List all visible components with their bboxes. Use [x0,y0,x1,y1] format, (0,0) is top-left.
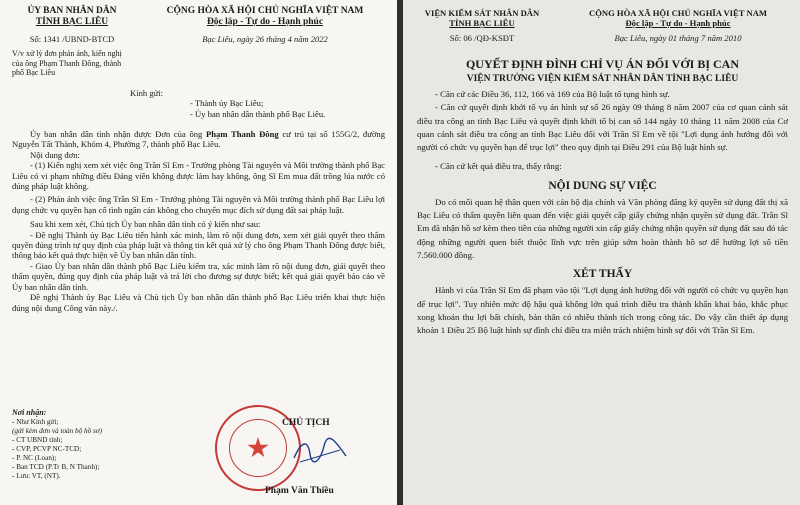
national-title: CỘNG HÒA XÃ HỘI CHỦ NGHĨA VIỆT NAM [588,8,768,18]
distribution-item: - CT UBND tỉnh; [12,436,63,444]
place-date: Bạc Liêu, ngày 01 tháng 7 năm 2010 [614,33,742,43]
signer-title: CHỦ TỊCH [282,418,330,428]
findings-paragraph: Hành vi của Trần Sĩ Em đã phạm vào tội "Lợi dụng ảnh hưởng đối với người có chức vụ quyền hạn để trục lợi". Tuy nhiên mức độ hậu quả không lớn quá trình điều tra thành khẩn khai báo, khắc phục xong khoản thu lợi bất chính, bản thân có nhiều thành tích trong công tác. Do vậy cần thiết áp dụng khoản 1 Điều 25 Bộ luật hình sự đình chỉ điều tra miễn trách nhiệm hình sự đối với Trần Sĩ Em. [417,285,788,336]
legal-basis: - Căn cứ các Điều 36, 112, 166 và 169 của Bộ luật tố tụng hình sự. [435,89,670,99]
intro-before: Ủy ban nhân dân tỉnh nhận được Đơn của ông [30,129,207,139]
decision-document [403,0,800,505]
letter-body [12,129,385,313]
legal-basis: - Căn cứ quyết định khởi tố vụ án hình sự số 26 ngày 09 tháng 8 năm 2007 của cơ quan cảnh sát điều tra công an tỉnh Bạc Liêu và quyết định khởi tố bị can số 144 ngày 10 tháng 11 năm 2008 của Cơ quan cảnh sát điều tra công an tỉnh Bạc Liêu đối với Trần Sĩ Em về tội "Lợi dụng ảnh hưởng đối với người có chức vụ quyền hạn để trục lợi" theo quy định tại Điều 291 của Bộ luật hình sự. [417,102,788,153]
seal-inner-ring [229,419,287,477]
distribution-item: - P. NC (Loan); [12,454,57,462]
national-motto: Độc lập - Tự do - Hạnh phúc [206,17,324,27]
opinion-item: - Đề nghị Thành ủy Bạc Liêu tiến hành xác minh, làm rõ nội dung đơn, xem xét giải quyết theo thẩm quyền đúng trình tự quy định của pháp luật và thông tin kết quả xử lý cho ông Phạm Thanh Đông được biết, thông báo kết quả thực hiện về Ủy ban nhân dân tỉnh. [12,229,385,261]
recipient-line: - Thành ủy Bạc Liêu; [190,98,264,109]
content-item: - (1) Kiến nghị xem xét việc ông Trần Sĩ Em - Trưởng phòng Tài nguyên và Môi trường thành phố Bạc Liêu có vi phạm những điều Đảng viên không được làm hay không, ông Sĩ Em mua đất trồng lúa nước có đúng pháp luật không. [12,160,385,192]
distribution-item: - Như Kính gửi; [12,418,59,426]
official-letter-document [0,0,397,505]
document-number: Số: 06 /QĐ-KSĐT [449,33,515,43]
section-title-facts: NỘI DUNG SỰ VIỆC [548,179,657,192]
national-title: CỘNG HÒA XÃ HỘI CHỦ NGHĨA VIỆT NAM [166,6,364,16]
document-subject: V/v xử lý đơn phản ánh, kiến nghị của ông Phạm Thanh Đông, thành phố Bạc Liêu [12,49,122,78]
decision-body [417,88,788,337]
legal-basis: - Căn cứ kết quả điều tra, thấy rằng: [435,161,562,172]
decision-header [417,8,788,43]
issuer-org-line1: VIỆN KIỂM SÁT NHÂN DÂN [424,8,540,18]
seal-star-icon [247,437,269,459]
distribution-item: (gửi kèm đơn và toàn bộ hồ sơ) [12,427,103,435]
content-label: Nội dung đơn: [30,149,80,160]
recipients-label: Nơi nhận: [12,408,47,417]
opinion-item: - Giao Ủy ban nhân dân thành phố Bạc Liêu kiểm tra, xác minh làm rõ nội dung đơn, giải quyết theo thẩm quyền, đúng quy định của pháp luật và trả lời cho đương sự được biết; kết quả giải quyết báo cáo về Ủy ban nhân dân tỉnh. [12,260,385,292]
closing-paragraph: Đề nghị Thành ủy Bạc Liêu và Chủ tịch Ủy ban nhân dân thành phố Bạc Liêu triển khai thực hiện đúng nội dung Công văn này./. [12,292,385,313]
complainant-name: Phạm Thanh Đông [206,129,279,139]
place-date: Bạc Liêu, ngày 26 tháng 4 năm 2022 [202,34,328,44]
letter-header [12,6,385,78]
recipient-line: - Ủy ban nhân dân thành phố Bạc Liêu. [190,108,326,119]
issuer-org-line1: ỦY BAN NHÂN DÂN [27,6,117,16]
distribution-item: - Ban TCD (P.Tr B, N Thanh); [12,463,100,471]
intro-after: cư trú tại số 155G/2, đường Nguyễn Tất Thành, Khóm 4, Phường 7, thành phố Bạc Liêu. [12,129,385,150]
greeting: Kính gửi: [130,87,164,98]
issuing-authority: VIỆN TRƯỞNG VIỆN KIỂM SÁT NHÂN DÂN TỈNH BẠC LIÊU [466,74,739,84]
signer-name: Phạm Văn Thiều [265,486,334,496]
document-number: Số: 1341 /UBND-BTCD [29,34,115,44]
national-motto: Độc lập - Tự do - Hạnh phúc [625,18,731,28]
issuer-org-line2: TỈNH BẠC LIÊU [449,18,515,28]
opinion-intro: Sau khi xem xét, Chủ tịch Ủy ban nhân dân tỉnh có ý kiến như sau: [30,219,261,230]
signature-icon [290,436,350,466]
distribution-list [12,408,192,481]
facts-paragraph: Do có mối quan hệ thân quen với cán bộ địa chính và Văn phòng đăng ký quyền sử dụng đất thị xã Bạc Liêu có thẩm quyền liên quan đến việc giải quyết cấp giấy chứng nhận quyền sử dụng đất. Trần Sĩ Em đã nhận hồ sơ kèm theo tiền của những người xin cấp giấy chứng nhận quyền sử dụng đất sau đó tác động những người quen biết thuộc lĩnh vực trên giúp sớm hoàn thành hồ sơ để hưởng lợi số tiền 7.560.000 đồng. [417,196,788,260]
distribution-item: - CVP, PCVP NC-TCD; [12,445,82,453]
greeting-block [12,88,385,119]
section-title-findings: XÉT THẤY [572,268,633,281]
decision-title-block [417,57,788,84]
issuer-org-line2: TỈNH BẠC LIÊU [35,17,109,27]
decision-title: QUYẾT ĐỊNH ĐÌNH CHỈ VỤ ÁN ĐỐI VỚI BỊ CAN [465,57,740,71]
distribution-item: - Lưu: VT, (NT). [12,472,61,480]
content-item: - (2) Phản ánh việc ông Trần Sĩ Em - Trưởng phòng Tài nguyên và Môi trường thành phố Bạc Liêu lợi dụng chức vụ quyền hạn cố tình ngăn cản không cho chuyển mục đích sử dụng đất sai pháp luật. [12,194,385,215]
intro-paragraph [12,129,385,150]
